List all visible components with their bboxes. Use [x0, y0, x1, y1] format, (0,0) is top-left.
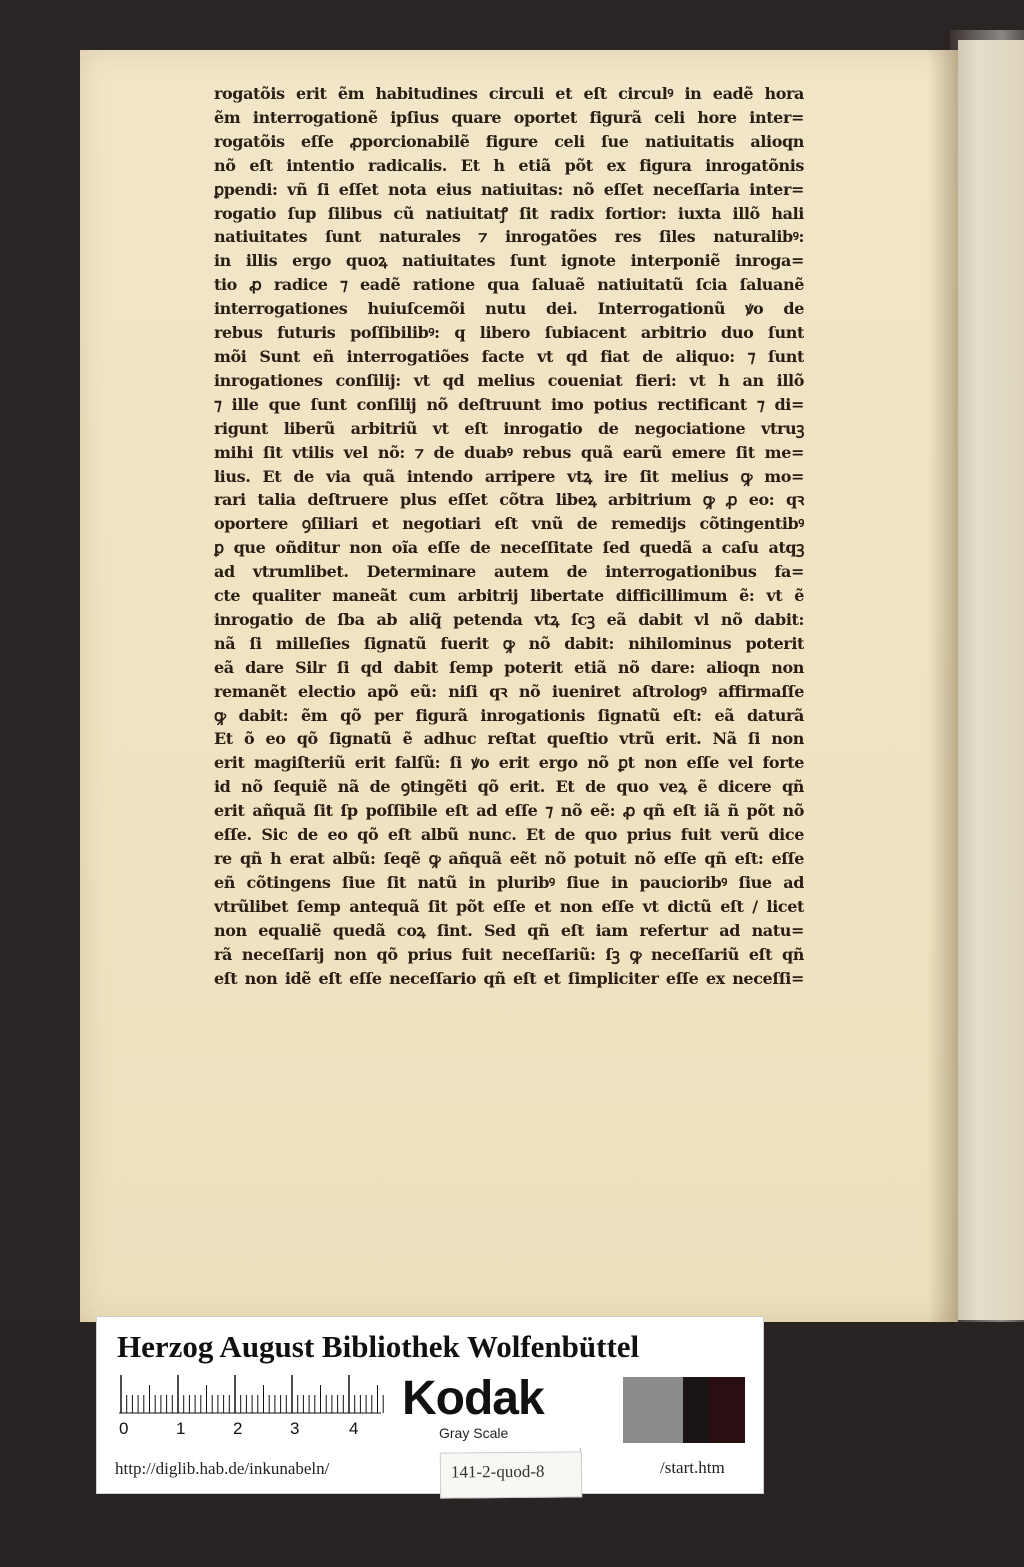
text-line: ꝙ dabit: ẽm qõ per figurã inrogationis ſignatũ eſt: eã daturã: [214, 705, 804, 725]
start-page-url: /start.htm: [660, 1458, 725, 1477]
text-line: ⁊ ille que ſunt conſilij nõ deſtruunt imo potius rectificant ⁊ di=: [214, 394, 804, 414]
text-line: rogatõis eſſe ꝓporcionabilẽ figure celi ſue natiuitatis alioqn: [214, 131, 804, 151]
text-line: tio ꝓ radice ⁊ eadẽ ratione qua ſaluaẽ natiuitatũ ſcia ſaluanẽ: [214, 275, 804, 295]
text-line: eñ cõtingens ſiue ſit natũ in pluribꝰ ſiue in paucioribꝰ ſiue ad: [214, 872, 804, 892]
text-line: mõi Sunt eñ interrogatiões facte vt qd fiat de aliquo: ⁊ ſunt: [214, 346, 804, 366]
text-line: nõ eſt intentio radicalis. Et h etiã põt ex figura inrogatõnis: [214, 155, 804, 175]
incunable-text-block: [214, 82, 804, 990]
ruler-number-1: 1: [176, 1419, 186, 1438]
digital-library-url: http://diglib.hab.de/inkunabeln/: [115, 1459, 330, 1478]
text-line: id nõ ſequiẽ nã de ꝯtingẽti qõ erit. Et de quo veꝝ ẽ dicere qñ: [214, 777, 804, 797]
text-line: rogatõis erit ẽm habitudines circuli et eſt circulꝰ in eadẽ hora: [214, 84, 804, 103]
gray-scale-label: Gray Scale: [439, 1425, 509, 1441]
text-line: ad vtrumlibet. Determinare autem de interrogationibus fa=: [214, 562, 804, 582]
ruler-ticks: [119, 1375, 389, 1415]
text-line: rigunt liberũ arbitriũ vt eſt inrogatio de negociatione vtruꝫ: [214, 418, 804, 438]
dark-red-swatch: [709, 1377, 745, 1443]
text-line: inrogationes conſilij: vt qd melius coueniat fieri: vt h an illõ: [214, 370, 804, 390]
text-line: eſſe. Sic de eo qõ eſt albũ nunc. Et de quo prius fuit verũ dice: [214, 825, 804, 845]
text-line: in illis ergo quoꝝ natiuitates ſunt ignote interponiẽ inroga=: [214, 251, 804, 271]
text-line: eſt non idẽ eſt eſſe neceſſario qñ eſt et ſimpliciter eſſe ex neceſſi=: [214, 968, 804, 988]
text-line: erit magiſteriũ erit falſũ: ſi ꝟo erit ergo nõ ꝑt non eſſe vel forte: [214, 753, 804, 773]
text-line: vtrũlibet ſemp antequã ſit põt eſſe et non eſſe vt dictũ eſt / licet: [214, 896, 804, 916]
ruler-number-0: 0: [119, 1419, 129, 1438]
shelfmark-slip: [440, 1451, 582, 1498]
ruler-number-3: 3: [290, 1419, 300, 1438]
text-line: rã neceſſarij non qõ prius fuit neceſſariũ: ſꝫ ꝙ neceſſariũ eſt qñ: [214, 944, 804, 964]
text-line: erit añquã ſit ſp poſſibile eſt ad eſſe ⁊ nõ eẽ: ꝓ qñ eſt iã ñ põt nõ: [214, 801, 804, 821]
text-line: oportere ꝯſiliari et negotiari eſt vnũ de remedijs cõtingentibꝰ: [214, 514, 804, 534]
black-swatch: [683, 1377, 709, 1443]
page-gutter-shadow: [928, 50, 958, 1322]
text-line: natiuitates ſunt naturales ⁊ inrogatões res ſiles naturalibꝰ:: [214, 227, 804, 247]
text-line: rebus futuris poſſibilibꝰ: q libero ſubiacent arbitrio duo ſunt: [214, 323, 804, 343]
text-line: ꝑpendi: vñ ſi eſſet nota eius natiuitas: nõ eſſet neceſſaria inter=: [214, 179, 804, 199]
text-line: remanẽt electio apõ eũ: niſi qꝛ nõ iueniret aſtrologꝰ affirmaſſe: [214, 681, 804, 701]
text-line: lius. Et de via quã intendo arripere vtꝝ ire ſit melius ꝙ mo=: [214, 466, 804, 486]
text-line: rari talia deſtruere plus eſſet cõtra libeꝝ arbitrium ꝙ ꝓ eo: qꝛ: [214, 490, 804, 510]
text-line: mihi ſit vtilis vel nõ: ⁊ de duabꝰ rebus quã earũ emere ſit me=: [214, 442, 804, 462]
text-line: interrogationes huiuſcemõi nutu dei. Interrogationũ ꝟo de: [214, 299, 804, 319]
text-line: nã ſi milleſies ſignatũ fuerit ꝙ nõ dabit: nihilominus poterit: [214, 633, 804, 653]
facing-page-edge: [958, 40, 1024, 1320]
text-line: ꝑ que oñditur non oĩa eſſe de neceſſitate ſed quedã a caſu atqꝫ: [214, 538, 804, 558]
ruler-number-2: 2: [233, 1419, 243, 1438]
text-line: inrogatio de ſba ab aliq̃ petenda vtꝝ ſcꝫ eã dabit vl nõ dabit:: [214, 609, 804, 629]
text-line: cte qualiter maneãt cum arbitrij libertate difficillimum ẽ: vt ẽ: [214, 586, 804, 606]
shelfmark-text: 141-2-quod-8: [450, 1461, 545, 1482]
text-line: eã dare Silr ſi qd dabit ſemp poterit etiã nõ dare: alioqn non: [214, 657, 804, 677]
ruler-number-4: 4: [349, 1419, 359, 1438]
gray-swatch: [623, 1377, 683, 1443]
text-line: Et õ eo qõ ſignatũ ẽ adhuc reſtat queſtio vtrũ erit. Nã ſi non: [214, 729, 804, 749]
measurement-ruler: [119, 1375, 389, 1415]
kodak-logo: Kodak: [402, 1372, 544, 1425]
text-line: non equaliẽ quedã coꝝ ſint. Sed qñ eſt iam refertur ad natu=: [214, 920, 804, 940]
text-line: rogatio ſup ſilibus cũ natiuitatꝭ ſit radix fortior: iuxta illõ hali: [214, 203, 804, 223]
text-line: ẽm interrogationẽ ipſius quare oportet figurã celi hore inter=: [214, 107, 804, 127]
text-line: re qñ h erat albũ: ſeqẽ ꝙ añquã eẽt nõ potuit nõ eſſe qñ eſt: eſſe: [214, 849, 804, 868]
library-name: Herzog August Bibliothek Wolfenbüttel: [117, 1329, 640, 1364]
